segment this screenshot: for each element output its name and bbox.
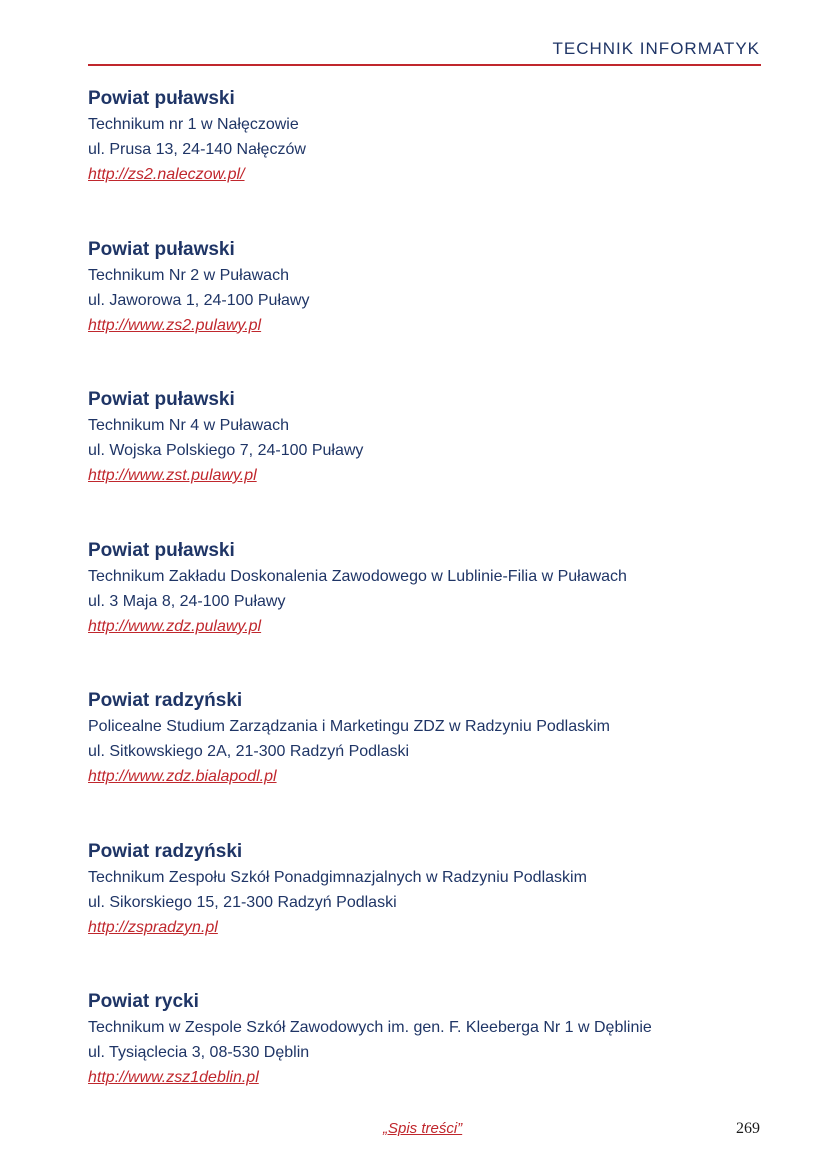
school-name: Policealne Studium Zarządzania i Marketingu ZDZ w Radzyniu Podlaskim bbox=[88, 718, 610, 735]
school-website-link[interactable]: http://www.zsz1deblin.pl bbox=[88, 1069, 259, 1086]
county-heading: Powiat rycki bbox=[88, 991, 199, 1012]
school-address: ul. Sitkowskiego 2A, 21-300 Radzyń Podlaski bbox=[88, 743, 410, 760]
school-website-link[interactable]: http://www.zdz.bialapodl.pl bbox=[88, 768, 277, 785]
school-name: Technikum Nr 4 w Puławach bbox=[88, 417, 289, 434]
school-entry bbox=[88, 688, 768, 839]
county-heading: Powiat radzyński bbox=[88, 840, 243, 862]
school-website-link[interactable]: http://zspradzyn.pl bbox=[88, 918, 218, 936]
school-entry bbox=[88, 86, 768, 237]
county-heading: Powiat puławski bbox=[88, 238, 235, 260]
school-name: Technikum Zakładu Doskonalenia Zawodowego w Lublinie-Filia w Puławach bbox=[88, 567, 627, 585]
school-entry bbox=[88, 387, 768, 538]
school-entry bbox=[88, 237, 768, 388]
school-name: Technikum nr 1 w Nałęczowie bbox=[88, 116, 299, 133]
county-heading: Powiat puławski bbox=[88, 539, 235, 561]
school-address: ul. Wojska Polskiego 7, 24-100 Puławy bbox=[88, 442, 364, 459]
school-website-link[interactable]: http://zs2.naleczow.pl/ bbox=[88, 166, 245, 183]
school-name: Technikum Zespołu Szkół Ponadgimnazjalnych w Radzyniu Podlaskim bbox=[88, 868, 587, 886]
page-number: 269 bbox=[736, 1120, 760, 1137]
school-website-link[interactable]: http://www.zst.pulawy.pl bbox=[88, 467, 257, 484]
school-name: Technikum w Zespole Szkół Zawodowych im. gen. F. Kleeberga Nr 1 w Dęblinie bbox=[88, 1019, 652, 1036]
school-name: Technikum Nr 2 w Puławach bbox=[88, 266, 289, 284]
school-entry bbox=[88, 538, 768, 689]
header-divider bbox=[88, 64, 761, 66]
school-list bbox=[88, 86, 768, 1140]
county-heading: Powiat puławski bbox=[88, 389, 235, 410]
table-of-contents-link[interactable]: „Spis treści” bbox=[383, 1120, 463, 1137]
running-header: TECHNIK INFORMATYK bbox=[552, 39, 760, 58]
school-address: ul. Prusa 13, 24-140 Nałęczów bbox=[88, 141, 306, 158]
school-address: ul. Sikorskiego 15, 21-300 Radzyń Podlaski bbox=[88, 893, 397, 911]
school-entry bbox=[88, 989, 768, 1140]
school-website-link[interactable]: http://www.zs2.pulawy.pl bbox=[88, 316, 262, 334]
school-address: ul. 3 Maja 8, 24-100 Puławy bbox=[88, 592, 286, 610]
school-website-link[interactable]: http://www.zdz.pulawy.pl bbox=[88, 617, 262, 635]
county-heading: Powiat radzyński bbox=[88, 690, 243, 711]
school-entry bbox=[88, 839, 768, 990]
school-address: ul. Tysiąclecia 3, 08-530 Dęblin bbox=[88, 1044, 310, 1061]
school-address: ul. Jaworowa 1, 24-100 Puławy bbox=[88, 291, 310, 309]
county-heading: Powiat puławski bbox=[88, 88, 235, 109]
